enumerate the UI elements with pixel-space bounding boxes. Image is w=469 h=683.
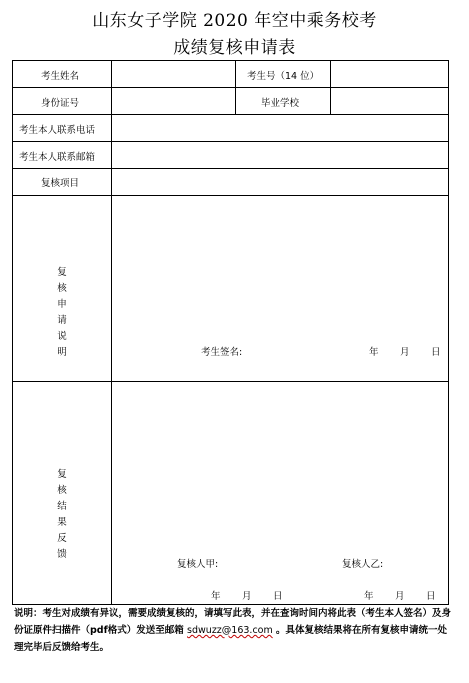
reviewer-b-label: 复核人乙:	[342, 559, 384, 570]
application-year-label: 年	[369, 347, 379, 358]
school-label: 毕业学校	[261, 98, 300, 109]
reviewer-a-month-label: 月	[242, 591, 252, 602]
review-result-label: 复 核 结 果 反 馈	[57, 469, 67, 560]
reviewer-b-month-label: 月	[395, 591, 405, 602]
school-field[interactable]	[331, 88, 448, 114]
review-result-field[interactable]	[112, 382, 448, 552]
application-day-label: 日	[431, 347, 441, 358]
reviewer-b-day-label: 日	[426, 591, 436, 602]
review-item-label: 复核项目	[41, 178, 80, 189]
reviewer-a-label: 复核人甲:	[177, 559, 219, 570]
id-number-field[interactable]	[112, 88, 235, 114]
phone-label: 考生本人联系电话	[19, 125, 96, 136]
note-text-1: 说明：考生对成绩有异议，需要成绩复核的，请填写此表，并在查询时间内将此表（考生本人签名）及身份证原件扫描件（pdf格式）发送至邮箱	[14, 608, 452, 636]
form-title-line1: 山东女子学院 2020 年空中乘务校考	[92, 11, 377, 31]
email-label: 考生本人联系邮箱	[19, 152, 96, 163]
exam-number-label: 考生号（14 位）	[247, 71, 320, 82]
note-text-2: 。具体复核结果将在所有复核申请统一处理完毕后反馈给考生。	[14, 625, 448, 653]
email-field[interactable]	[112, 142, 448, 168]
id-number-label: 身份证号	[41, 98, 80, 109]
column-divider	[235, 61, 236, 114]
exam-number-field[interactable]	[331, 61, 448, 87]
contact-email: sdwuzz@163.com	[187, 625, 273, 636]
name-label: 考生姓名	[41, 71, 80, 82]
phone-field[interactable]	[112, 115, 448, 141]
form-title-line2: 成绩复核申请表	[173, 38, 296, 58]
name-field[interactable]	[112, 61, 235, 87]
application-form-table	[12, 60, 449, 605]
instruction-note	[14, 605, 454, 656]
application-description-field[interactable]	[112, 196, 448, 346]
reviewer-a-year-label: 年	[211, 591, 221, 602]
reviewer-b-year-label: 年	[364, 591, 374, 602]
application-description-label: 复 核 申 请 说 明	[57, 267, 67, 358]
application-month-label: 月	[400, 347, 410, 358]
candidate-signature-label: 考生签名:	[201, 347, 243, 358]
review-item-field[interactable]	[112, 169, 448, 195]
reviewer-a-day-label: 日	[273, 591, 283, 602]
